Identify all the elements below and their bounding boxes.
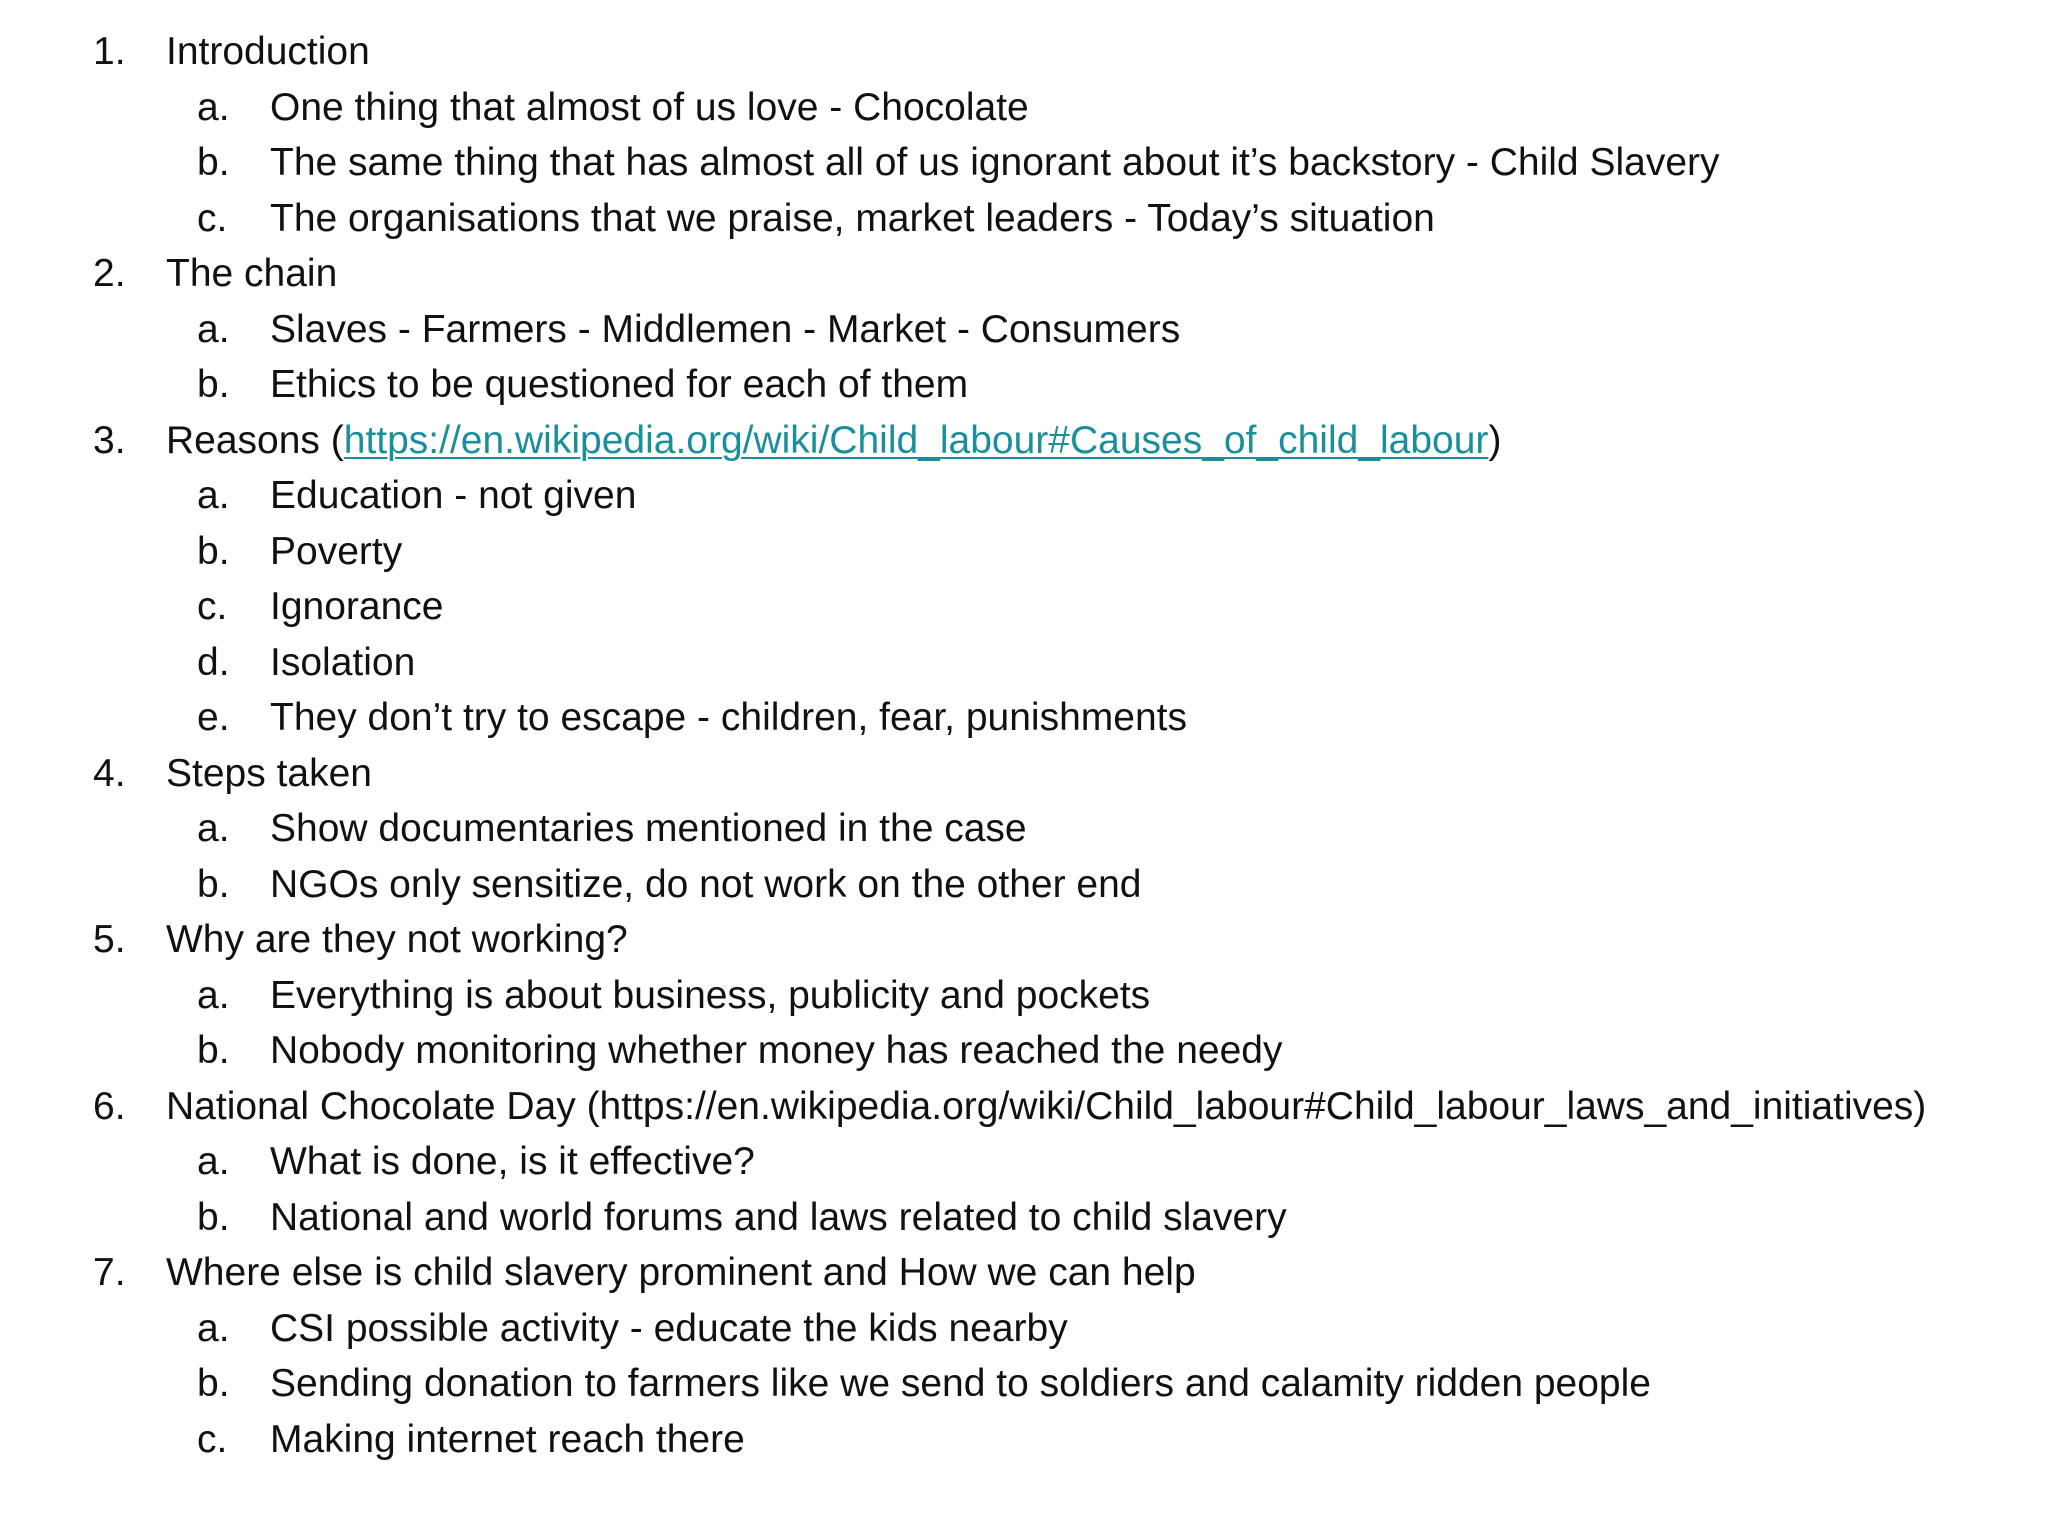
subitem-letter: b. (197, 862, 230, 906)
wikipedia-link[interactable]: https://en.wikipedia.org/wiki/Child_labour#Causes_of_child_labour (343, 418, 1489, 462)
item-title: Where else is child slavery prominent and How we can help (166, 1251, 1196, 1294)
outline-subitem (0, 468, 2048, 524)
item-title: Reasons ( (166, 418, 344, 462)
subitem-text: One thing that almost of us love - Chocolate (270, 85, 1029, 129)
item-title-close: ) (1488, 418, 1502, 462)
subitem-text: The organisations that we praise, market leaders - Today’s situation (270, 196, 1435, 240)
outline-subitem (0, 801, 2048, 857)
outline-item (0, 24, 2048, 80)
subitem-text: Sending donation to farmers like we send to soldiers and calamity ridden people (270, 1362, 1651, 1405)
item-number: 6. (93, 1084, 126, 1128)
subitem-letter: a. (197, 1306, 230, 1350)
item-title: National Chocolate Day (https://en.wikipedia.org/wiki/Child_labour#Child_labour_laws_and_initiatives) (166, 1084, 1927, 1128)
item-number: 3. (93, 418, 126, 462)
subitem-text: Slaves - Farmers - Middlemen - Market - Consumers (270, 307, 1181, 351)
subitem-text: Everything is about business, publicity and pockets (270, 973, 1151, 1017)
item-title: The chain (166, 252, 338, 295)
subitem-text: Education - not given (270, 474, 637, 517)
outline-subitem (0, 191, 2048, 247)
item-title: Steps taken (166, 751, 372, 795)
subitem-letter: d. (197, 640, 230, 684)
outline-item (0, 912, 2048, 968)
subitem-letter: a. (197, 973, 230, 1017)
outline-subitem (0, 302, 2048, 358)
subitem-letter: b. (197, 1029, 230, 1072)
subitem-text: What is done, is it effective? (270, 1140, 755, 1183)
subitem-text: CSI possible activity - educate the kids nearby (270, 1306, 1068, 1350)
outline-item (0, 1245, 2048, 1301)
subitem-text: Ignorance (270, 585, 444, 628)
outline-item (0, 246, 2048, 302)
subitem-letter: c. (197, 585, 228, 628)
subitem-text: Ethics to be questioned for each of them (270, 363, 969, 406)
outline-subitem (0, 135, 2048, 191)
outline-subitem (0, 579, 2048, 635)
subitem-letter: a. (197, 1140, 230, 1183)
outline-subitem (0, 524, 2048, 580)
item-number: 4. (93, 751, 126, 795)
subitem-letter: e. (197, 696, 230, 739)
subitem-letter: a. (197, 307, 230, 351)
outline-subitem (0, 968, 2048, 1024)
outline-item (0, 1079, 2048, 1135)
outline-subitem (0, 1023, 2048, 1079)
item-number: 5. (93, 918, 126, 961)
outline-subitem (0, 1190, 2048, 1246)
outline-subitem (0, 1134, 2048, 1190)
item-title: Introduction (166, 30, 370, 73)
outline-subitem (0, 1412, 2048, 1468)
subitem-text: National and world forums and laws related to child slavery (270, 1195, 1287, 1239)
subitem-letter: b. (197, 1362, 230, 1405)
subitem-text: The same thing that has almost all of us ignorant about it’s backstory - Child Slavery (270, 141, 1720, 184)
subitem-letter: c. (197, 1417, 228, 1461)
subitem-letter: b. (197, 529, 230, 573)
outline-subitem (0, 1356, 2048, 1412)
subitem-text: Nobody monitoring whether money has reached the needy (270, 1029, 1283, 1072)
subitem-text: Isolation (270, 640, 416, 684)
subitem-letter: b. (197, 141, 230, 184)
subitem-letter: a. (197, 85, 230, 129)
item-number: 7. (93, 1251, 126, 1294)
item-number: 1. (93, 30, 126, 73)
subitem-text: Making internet reach there (270, 1417, 745, 1461)
subitem-text: They don’t try to escape - children, fear, punishments (270, 696, 1187, 739)
outline-item (0, 746, 2048, 802)
outline-subitem (0, 857, 2048, 913)
subitem-text: NGOs only sensitize, do not work on the other end (270, 862, 1142, 906)
subitem-letter: b. (197, 363, 230, 406)
outline-subitem (0, 1301, 2048, 1357)
outline-item (0, 413, 2048, 469)
document-outline (0, 24, 2048, 1467)
outline-subitem (0, 80, 2048, 136)
outline-subitem (0, 690, 2048, 746)
subitem-letter: a. (197, 474, 230, 517)
subitem-letter: b. (197, 1195, 230, 1239)
item-title: Why are they not working? (166, 918, 628, 961)
subitem-text: Show documentaries mentioned in the case (270, 807, 1027, 850)
item-number: 2. (93, 252, 126, 295)
subitem-letter: a. (197, 807, 230, 850)
item-title-with-link (166, 413, 1501, 469)
subitem-letter: c. (197, 196, 228, 240)
outline-subitem (0, 635, 2048, 691)
outline-subitem (0, 357, 2048, 413)
subitem-text: Poverty (270, 529, 403, 573)
